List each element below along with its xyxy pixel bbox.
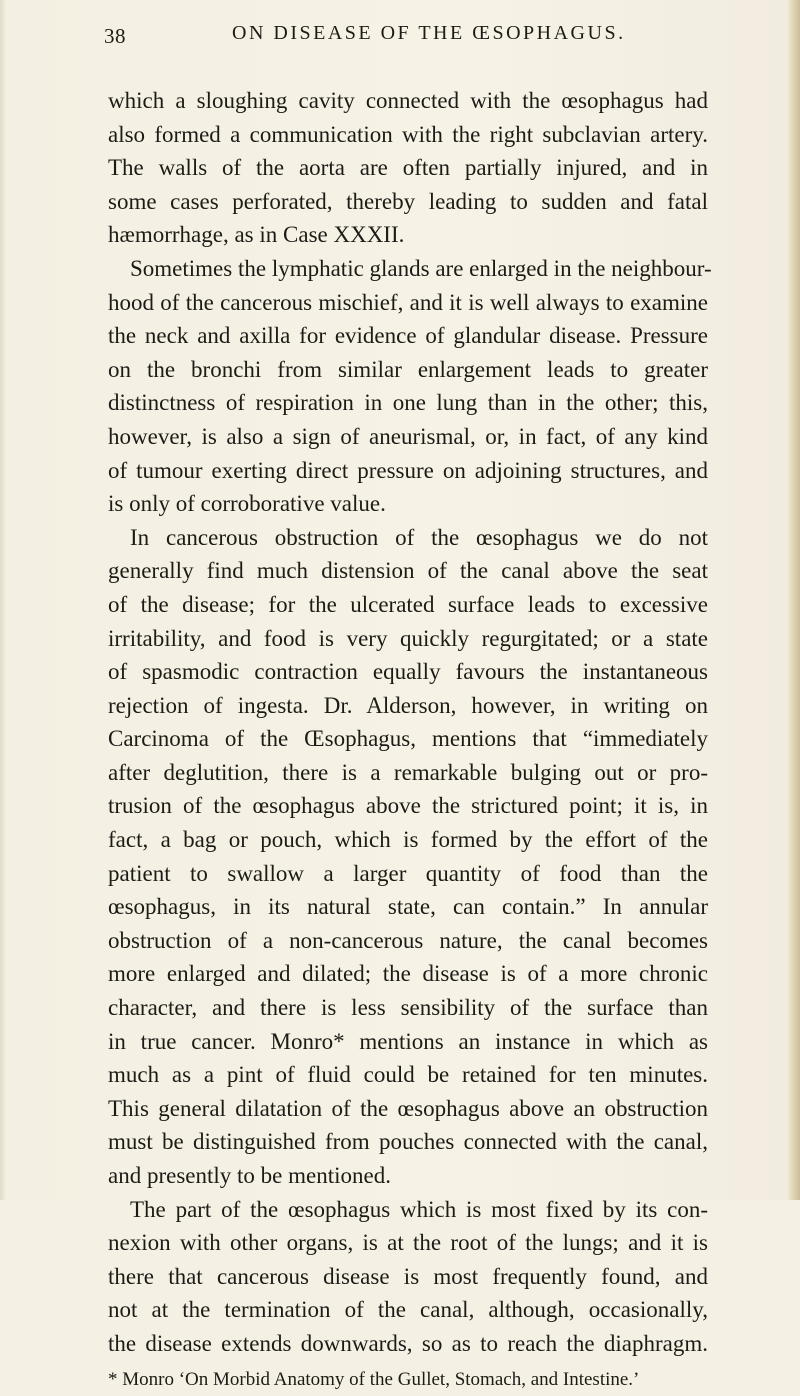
text-line: The part of the œsophagus which is most fixed by its con- bbox=[130, 1196, 708, 1222]
text-line: rejection of ingesta. Dr. Alderson, however, in writing on bbox=[108, 692, 708, 718]
page-number: 38 bbox=[104, 24, 126, 48]
text-line: must be distinguished from pouches connected with the canal, bbox=[108, 1129, 708, 1155]
text-line: and presently to be mentioned. bbox=[108, 1163, 391, 1188]
text-line: the disease extends downwards, so as to reach the diaphragm. bbox=[108, 1330, 708, 1356]
text-line: more enlarged and dilated; the disease is of a more chronic bbox=[108, 961, 708, 987]
text-line: patient to swallow a larger quantity of food than the bbox=[108, 860, 708, 886]
footnote-line: * Monro ‘On Morbid Anatomy of the Gullet, Stomach, and Intestine.’ bbox=[108, 1368, 640, 1390]
text-line: of tumour exerting direct pressure on adjoining structures, and bbox=[108, 457, 708, 483]
text-line: some cases perforated, thereby leading to sudden and fatal bbox=[108, 188, 708, 214]
text-line: is only of corroborative value. bbox=[108, 491, 386, 517]
text-line: the neck and axilla for evidence of glandular disease. Pressure bbox=[108, 323, 708, 349]
text-line: generally find much distension of the canal above the seat bbox=[108, 558, 708, 584]
text-line: œsophagus, in its natural state, can contain.” In annular bbox=[108, 894, 708, 920]
text-line: nexion with other organs, is at the root of the lungs; and it is bbox=[108, 1230, 708, 1256]
text-line: not at the termination of the canal, although, occasionally, bbox=[108, 1297, 708, 1323]
text-line: character, and there is less sensibility of the surface than bbox=[108, 995, 708, 1021]
text-line: trusion of the œsophagus above the strictured point; it is, in bbox=[108, 793, 708, 819]
text-line: after deglutition, there is a remarkable bulging out or pro- bbox=[108, 759, 708, 785]
text-line: there that cancerous disease is most frequently found, and bbox=[108, 1263, 708, 1289]
running-head: ON DISEASE OF THE ŒSOPHAGUS. bbox=[232, 22, 626, 44]
text-line: of spasmodic contraction equally favours the instantaneous bbox=[108, 659, 708, 685]
text-line: irritability, and food is very quickly regurgitated; or a state bbox=[108, 625, 708, 651]
text-line: fact, a bag or pouch, which is formed by the effort of the bbox=[108, 827, 708, 853]
text-line: however, is also a sign of aneurismal, or, in fact, of any kind bbox=[108, 423, 708, 449]
text-line: on the bronchi from similar enlargement leads to greater bbox=[108, 356, 708, 382]
text-line: Carcinoma of the Œsophagus, mentions that “immediately bbox=[108, 726, 708, 752]
text-line: of the disease; for the ulcerated surface leads to excessive bbox=[108, 591, 708, 617]
text-line: hæmorrhage, as in Case XXXII. bbox=[108, 222, 405, 248]
text-line: also formed a communication with the right subclavian artery. bbox=[108, 121, 708, 147]
body-text bbox=[108, 84, 712, 1396]
page-gutter-shadow bbox=[0, 0, 6, 1200]
text-line: hood of the cancerous mischief, and it is well always to examine bbox=[108, 289, 708, 315]
text-line: which a sloughing cavity connected with the œsophagus had bbox=[108, 88, 708, 113]
page-header bbox=[104, 18, 704, 58]
text-line: obstruction of a non-cancerous nature, the canal becomes bbox=[108, 927, 708, 953]
text-line: The walls of the aorta are often partially injured, and in bbox=[108, 155, 708, 181]
text-line: Sometimes the lymphatic glands are enlarged in the neighbour- bbox=[130, 255, 712, 281]
page-edge bbox=[788, 0, 800, 1200]
text-line: much as a pint of fluid could be retained for ten minutes. bbox=[108, 1062, 708, 1088]
text-line: This general dilatation of the œsophagus above an obstruction bbox=[108, 1095, 708, 1121]
text-line: In cancerous obstruction of the œsophagus we do not bbox=[130, 524, 708, 550]
text-line: in true cancer. Monro* mentions an instance in which as bbox=[108, 1028, 708, 1054]
text-line: distinctness of respiration in one lung than in the other; this, bbox=[108, 390, 708, 416]
